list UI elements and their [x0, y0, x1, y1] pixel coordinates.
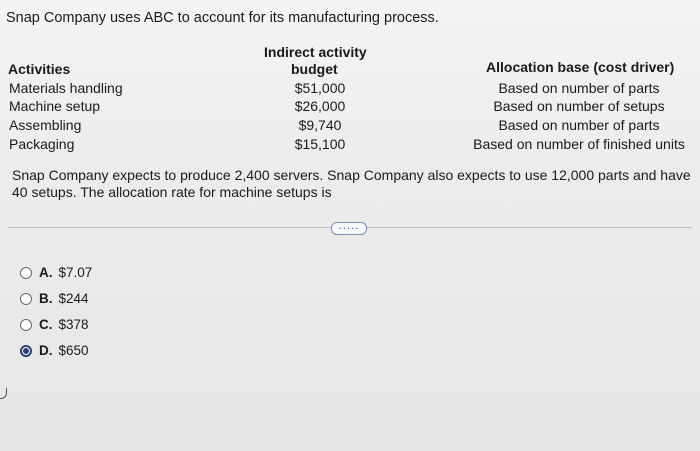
answer-option-b[interactable]	[20, 291, 89, 306]
radio-button[interactable]	[20, 319, 32, 331]
option-text: $378	[58, 317, 89, 332]
answer-option-d[interactable]	[20, 343, 89, 358]
answer-option-a[interactable]	[20, 265, 92, 280]
radio-button-selected[interactable]	[20, 345, 32, 357]
page-edge-mark	[0, 388, 7, 399]
row-activity: Assembling	[9, 117, 82, 133]
option-text: $650	[58, 343, 89, 358]
more-dots-icon: .....	[338, 220, 360, 232]
option-letter: B.	[39, 291, 53, 306]
header-budget-line1: Indirect activity	[264, 44, 367, 60]
row-activity: Packaging	[9, 136, 75, 152]
row-allocation: Based on number of finished units	[473, 136, 685, 152]
row-activity: Materials handling	[9, 80, 123, 96]
radio-button[interactable]	[20, 267, 32, 279]
option-letter: D.	[39, 343, 53, 358]
option-text: $244	[58, 291, 89, 306]
answer-option-c[interactable]	[20, 317, 89, 332]
row-budget: $51,000	[294, 80, 346, 96]
header-budget-line2: budget	[291, 61, 338, 77]
expand-more-button[interactable]	[331, 222, 367, 235]
row-allocation: Based on number of setups	[493, 98, 665, 114]
radio-button[interactable]	[20, 293, 32, 305]
row-budget: $9,740	[298, 117, 342, 133]
question-intro: Snap Company uses ABC to account for its manufacturing process.	[6, 10, 439, 26]
header-allocation-base: Allocation base (cost driver)	[486, 59, 675, 75]
row-allocation: Based on number of parts	[498, 80, 660, 96]
option-text: $7.07	[58, 265, 93, 280]
row-activity: Machine setup	[9, 98, 101, 114]
option-letter: C.	[39, 317, 53, 332]
row-allocation: Based on number of parts	[498, 117, 660, 133]
row-budget: $15,100	[294, 136, 346, 152]
header-activities: Activities	[8, 61, 71, 77]
row-budget: $26,000	[294, 98, 346, 114]
question-paragraph: Snap Company expects to produce 2,400 servers. Snap Company also expects to use 12,000 parts and have 40 setups. The allocation rate for machine setups is	[12, 167, 691, 200]
option-letter: A.	[39, 265, 53, 280]
